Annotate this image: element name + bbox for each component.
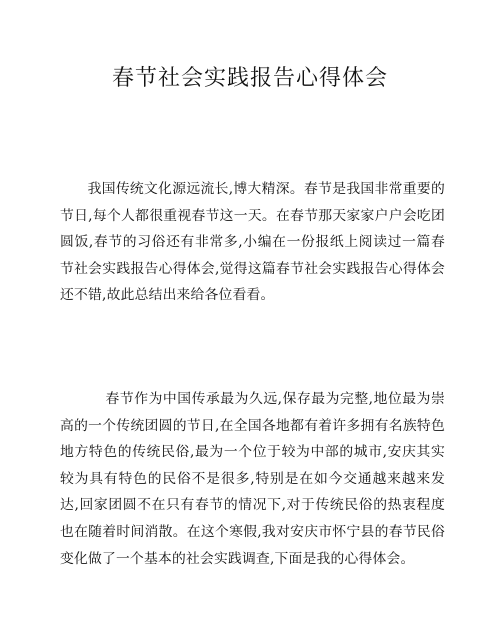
paragraph-body: 春节作为中国传承最为久远,保存最为完整,地位最为崇高的一个传统团圆的节日,在全国各地都有着许多拥有名族特色地方特色的传统民俗,最为一个位于较为中部的城市,安庆其实较为具有特色的民俗不是很多,特别是在如今交通越来越来发达,回家团圆不在只有春节的情况下,对于传统民俗的热衷程度也在随着时间消散。在这个寒假,我对安庆市怀宁县的春节民俗变化做了一个基本的社会实践调查,下面是我的心得体会。 <box>60 391 445 567</box>
document-title: 春节社会实践报告心得体会 <box>111 66 388 91</box>
paragraph-intro: 我国传统文化源远流长,博大精深。春节是我国非常重要的节日,每个人都很重视春节这一天。在春节那天家家户户会吃团圆饭,春节的习俗还有非常多,小编在一份报纸上阅读过一篇春节社会实践报告心得体会,觉得这篇春节社会实践报告心得体会还不错,故此总结出来给各位看看。 <box>60 181 445 304</box>
